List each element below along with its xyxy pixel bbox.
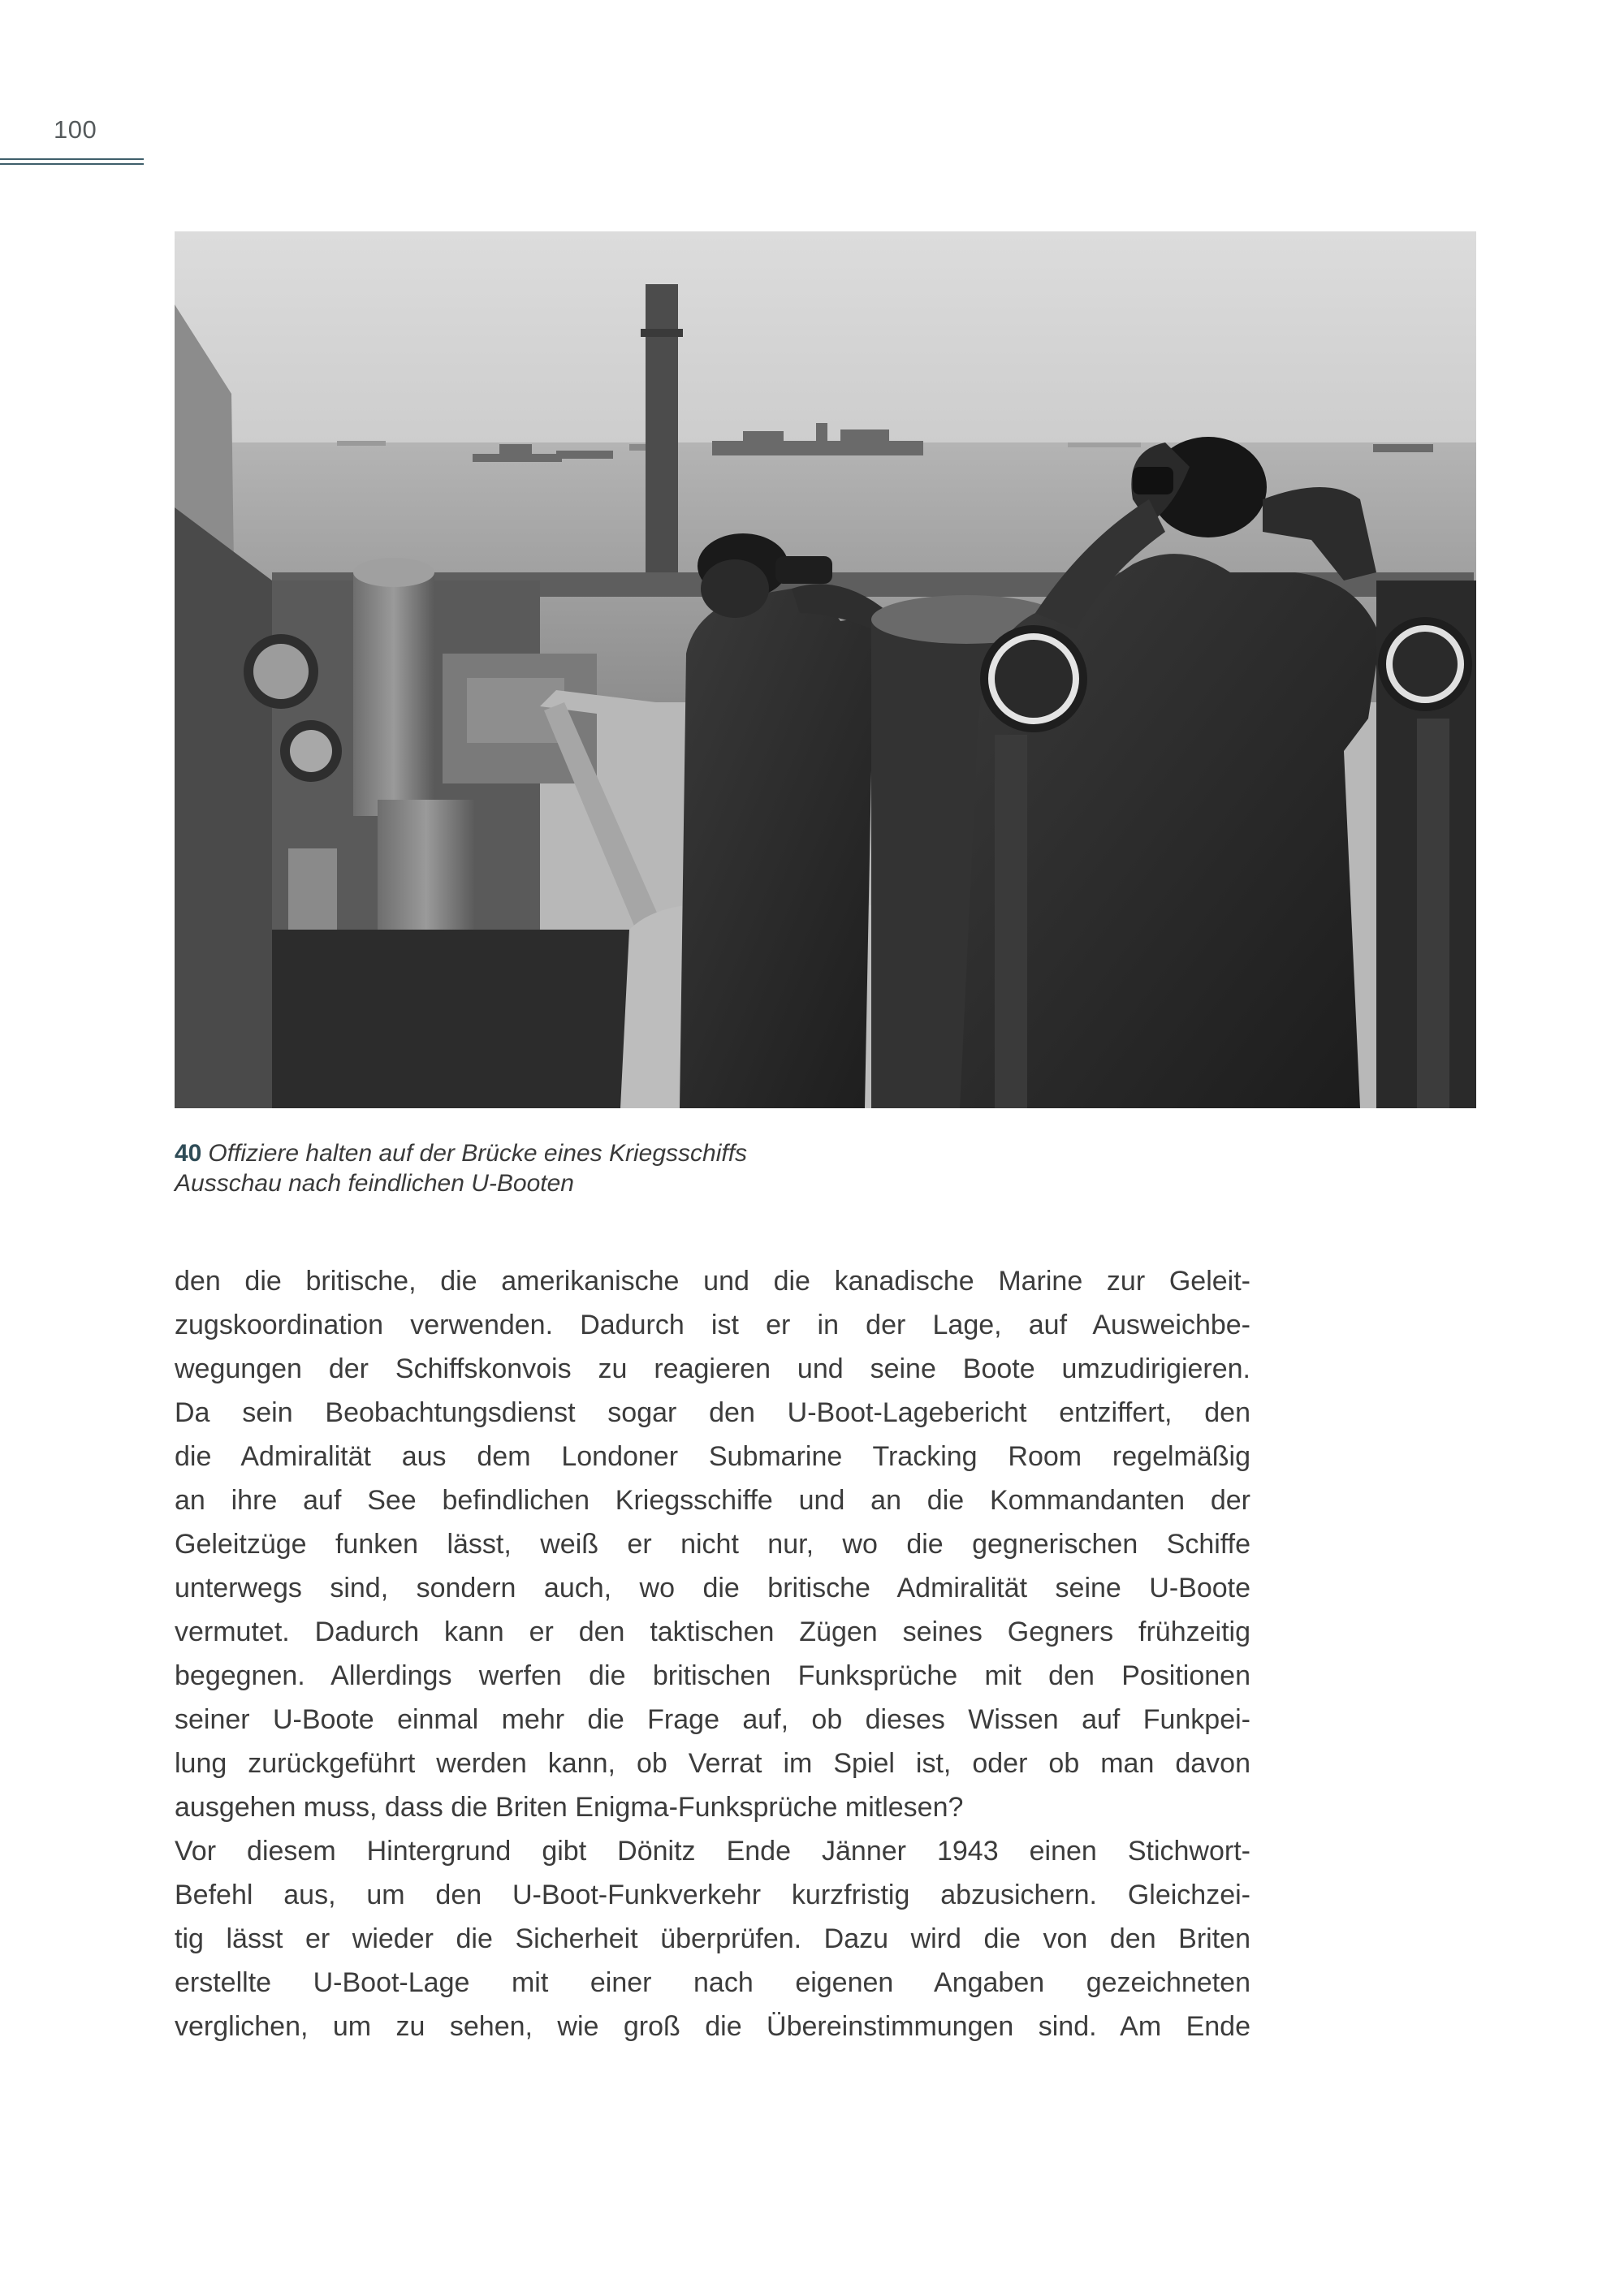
body-text [175,1259,1250,2048]
body-line: ausgehen muss, dass die Briten Enigma-Funksprüche mitlesen? [175,1792,964,1823]
photo-warship-bridge [175,231,1476,1108]
body-line: begegnen. Allerdings werfen die britischen Funksprüche mit den Positionen [175,1660,1250,1691]
caption-number: 40 [175,1140,202,1167]
body-line: Vor diesem Hintergrund gibt Dönitz Ende Jänner 1943 einen Stichwort- [175,1836,1250,1867]
body-line: zugskoordination verwenden. Dadurch ist er in der Lage, auf Ausweichbe- [175,1310,1250,1340]
caption-line-2: Ausschau nach feindlichen U-Booten [175,1170,574,1197]
body-line: die Admiralität aus dem Londoner Submarine Tracking Room regelmäßig [175,1441,1250,1472]
body-line: Geleitzüge funken lässt, weiß er nicht nur, wo die gegnerischen Schiffe [175,1529,1250,1560]
body-line: den die britische, die amerikanische und die kanadische Marine zur Geleit- [175,1266,1250,1297]
header-rule-bottom [0,163,144,165]
body-line: an ihre auf See befindlichen Kriegsschiffe und an die Kommandanten der [175,1485,1250,1516]
body-line: verglichen, um zu sehen, wie groß die Übereinstimmungen sind. Am Ende [175,2011,1250,2042]
body-line: vermutet. Dadurch kann er den taktischen Zügen seines Gegners frühzeitig [175,1616,1250,1647]
caption-line-1 [175,1138,987,1168]
figure-caption [175,1138,987,1198]
page-number: 100 [54,115,97,144]
body-line: tig lässt er wieder die Sicherheit überprüfen. Dazu wird die von den Briten [175,1923,1250,1954]
body-line: wegungen der Schiffskonvois zu reagieren und seine Boote umzudirigieren. [175,1353,1250,1384]
body-line: Da sein Beobachtungsdienst sogar den U-Boot-Lagebericht entziffert, den [175,1397,1250,1428]
caption-text: Offiziere halten auf der Brücke eines Kriegsschiffs [208,1140,748,1167]
body-line: seiner U-Boote einmal mehr die Frage auf, ob dieses Wissen auf Funkpei- [175,1704,1250,1735]
header-rule-top [0,158,144,160]
body-line: unterwegs sind, sondern auch, wo die britische Admiralität seine U-Boote [175,1573,1250,1604]
body-line: Befehl aus, um den U-Boot-Funkverkehr kurzfristig abzusichern. Gleichzei- [175,1880,1250,1910]
body-line: lung zurückgeführt werden kann, ob Verrat im Spiel ist, oder ob man davon [175,1748,1250,1779]
photo-illustration [175,231,1476,1108]
body-line: erstellte U-Boot-Lage mit einer nach eigenen Angaben gezeichneten [175,1967,1250,1998]
